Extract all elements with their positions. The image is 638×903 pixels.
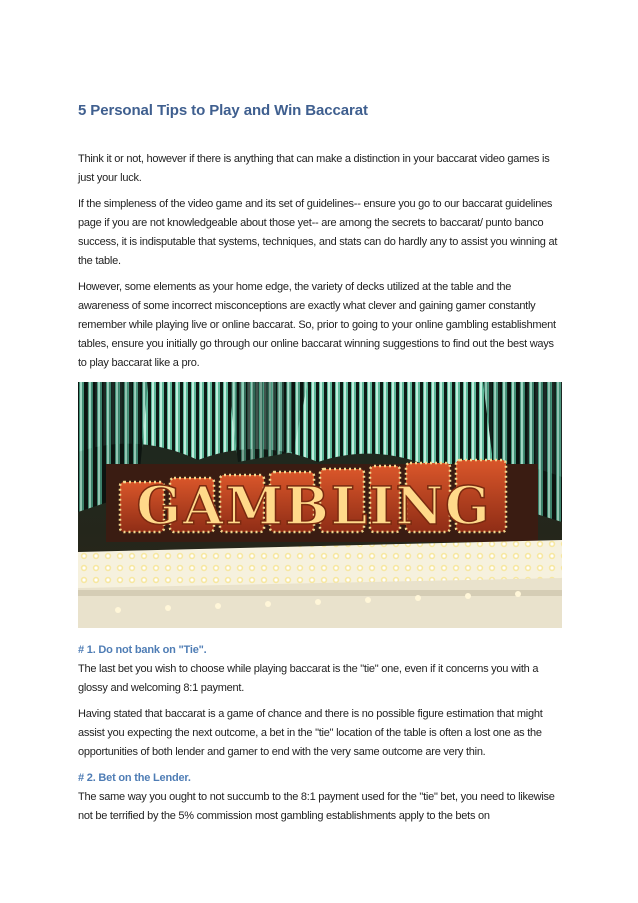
intro-paragraph-2: If the simpleness of the video game and its set of guidelines-- ensure you go to our baccarat guidelines page if you are not knowledgeable about those yet-- are among the secrets to baccarat/ punto banco success, it is indisputable that systems, techniques, and stats can do hardly any to assist you winning at the table. xyxy=(78,198,558,267)
page-title: 5 Personal Tips to Play and Win Baccarat xyxy=(78,102,368,119)
tip-1-paragraph-1: The last bet you wish to choose while playing baccarat is the "tie" one, even if it concerns you with a glossy and welcoming 8:1 payment. xyxy=(78,663,539,694)
gambling-sign-image xyxy=(78,382,562,628)
tip-2-paragraph-1: The same way you ought to not succumb to the 8:1 payment used for the "tie" bet, you need to likewise not be terrified by the 5% commission most gambling establishments apply to the bets on xyxy=(78,791,555,822)
tip-1-paragraph-2: Having stated that baccarat is a game of chance and there is no possible figure estimation that might assist you expecting the next outcome, a bet in the "tie" location of the table is often a lost one as the opportunities of both lender and gamer to end with the very same outcome are very thin. xyxy=(78,708,543,758)
tip-1-heading: # 1. Do not bank on "Tie". xyxy=(78,644,207,656)
intro-paragraph-3: However, some elements as your home edge, the variety of decks utilized at the table and the awareness of some incorrect misconceptions are exactly what clever and gaining gamer constantly remember while playing live or online baccarat. So, prior to going to your online gambling establishment tables, ensure you initially go through our online baccarat winning suggestions to find out the best ways to play baccarat like a pro. xyxy=(78,281,556,369)
sign-text: GAMBLING xyxy=(136,476,492,537)
article-body xyxy=(78,101,564,833)
intro-paragraph-1: Think it or not, however if there is anything that can make a distinction in your baccarat video games is just your luck. xyxy=(78,153,550,184)
tip-2-heading: # 2. Bet on the Lender. xyxy=(78,772,191,784)
